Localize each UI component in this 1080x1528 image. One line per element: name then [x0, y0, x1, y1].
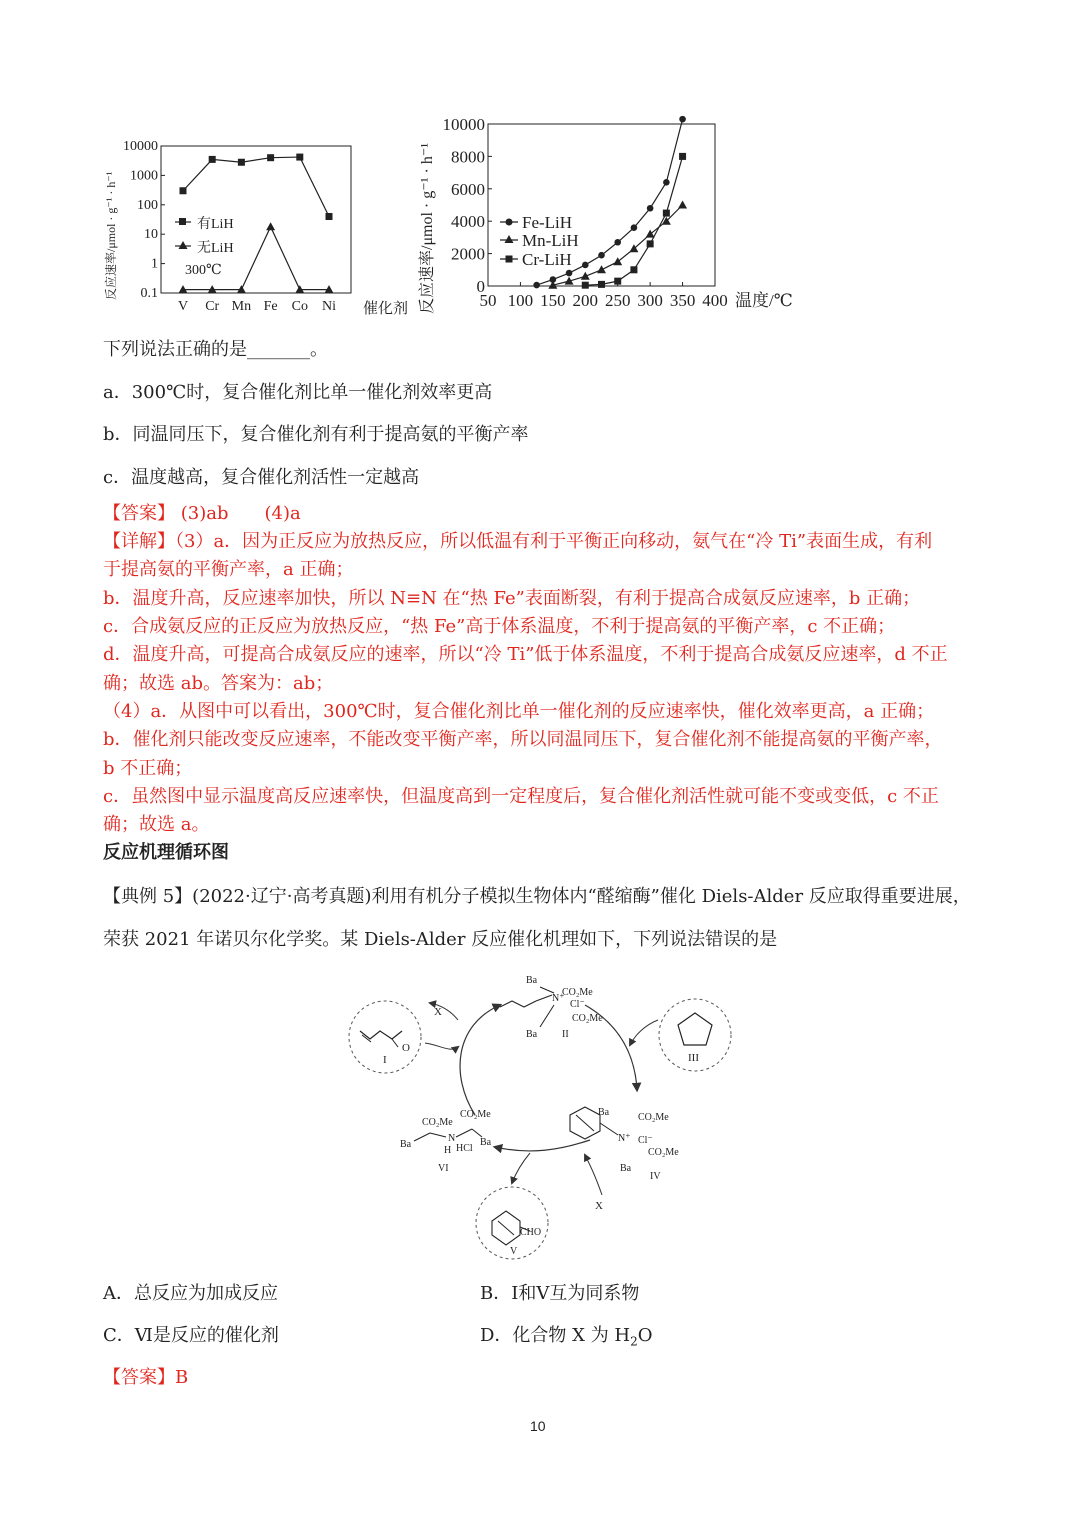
detail-line-2: 于提高氨的平衡产率，a 正确；: [103, 559, 354, 580]
choice-a: A．总反应为加成反应: [103, 1283, 278, 1304]
ii-ba-bottom: Ba: [526, 1029, 538, 1040]
detail-line-8: b．催化剂只能改变反应速率，不能改变平衡产率，所以同温同压下，复合催化剂不能提高氨的平衡产率，: [103, 729, 943, 750]
chart2-point: [630, 266, 637, 273]
vi-hcl: HCl: [456, 1143, 473, 1154]
iv-co2me-top: CO₂Me: [638, 1112, 669, 1123]
chart2-xtick-label: 100: [507, 291, 534, 310]
chart2-point: [647, 240, 654, 247]
chart2-point: [581, 272, 590, 280]
chart2-point: [646, 230, 655, 238]
chart2-point: [598, 252, 605, 259]
choice-d: [480, 1322, 653, 1356]
reaction-mechanism-diagram: [340, 965, 740, 1265]
chart2-xtick-label: 50: [479, 291, 497, 310]
legend-mn-lih: Mn-LiH: [522, 231, 579, 250]
legend-without-lih: 无LiH: [197, 241, 234, 256]
final-answer: [103, 1364, 188, 1392]
vi-ba-left: Ba: [400, 1139, 412, 1150]
ii-ba-top: Ba: [526, 975, 538, 986]
chart1-xtick-label: V: [177, 299, 189, 314]
compound-iv-label: IV: [650, 1171, 661, 1182]
legend-with-lih: 有LiH: [197, 217, 234, 232]
legend-cr-lih: Cr-LiH: [522, 250, 572, 269]
ii-co2me-top: CO₂Me: [562, 987, 593, 998]
chart-temperature-rate: [410, 114, 805, 314]
vi-n: N: [448, 1133, 456, 1144]
iv-n-plus: N⁺: [618, 1133, 631, 1144]
chart2-point: [663, 179, 670, 186]
chart2-point: [663, 210, 670, 217]
arrow-i-in: [425, 1043, 458, 1049]
chart2-point: [613, 257, 622, 265]
detail-line-9: b 不正确；: [103, 758, 193, 779]
vi-ba-right: Ba: [480, 1137, 492, 1148]
compound-i-label: I: [383, 1054, 387, 1066]
chart1-ytick-label: 1000: [130, 168, 158, 184]
section-title: 反应机理循环图: [103, 842, 229, 863]
chart1-annotation: 300℃: [185, 263, 222, 278]
chart2-ytick-label: 0: [476, 277, 485, 296]
chart1-xtick-label: Fe: [263, 299, 278, 314]
final-answer-value: B: [175, 1367, 189, 1388]
chart2-xtick-label: 300: [637, 291, 663, 310]
chart2-legend: [500, 213, 579, 269]
compound-iii-structure: [678, 1013, 712, 1045]
compound-iii-label: III: [688, 1052, 699, 1064]
ii-n-plus: N⁺: [552, 993, 565, 1004]
answer-line: [103, 500, 301, 528]
chart1-series-line-1: [183, 227, 329, 290]
choice-d-pre: D．化合物 X 为 H: [480, 1325, 631, 1346]
arrow-v-out: [512, 1153, 530, 1183]
detail-line-4: c．合成氨反应的正反应为放热反应，“热 Fe”高于体系温度，不利于提高氨的平衡产率，c 不正确；: [103, 616, 896, 637]
chart2-point: [631, 224, 638, 231]
chart1-ytick-label: 100: [137, 197, 158, 213]
vi-co2me-left: CO₂Me: [422, 1117, 453, 1128]
chart2-point: [679, 153, 686, 160]
iv-ba-top: Ba: [598, 1107, 610, 1118]
arrow-iii-in: [630, 1020, 658, 1045]
choice-d-sub: 2: [630, 1334, 638, 1349]
chart1-xtick-label: Ni: [322, 299, 336, 314]
example-line-1: 【典例 5】(2022·辽宁·高考真题)利用有机分子模拟生物体内“醛缩酶”催化 Diels-Alder 反应取得重要进展，: [103, 886, 971, 907]
chart1-point: [266, 222, 275, 230]
option-b: b．同温同压下，复合催化剂有利于提高氨的平衡产率: [103, 424, 529, 445]
chart1-xtick-label: Cr: [205, 299, 220, 314]
chart2-point: [679, 116, 686, 123]
chart2-point: [533, 282, 540, 289]
chart2-point: [597, 265, 606, 273]
cycle-arc-left: [460, 1005, 500, 1115]
question-stem: 下列说法正确的是_______。: [103, 339, 328, 360]
chart2-point: [678, 201, 687, 209]
iv-ba-bottom: Ba: [620, 1163, 632, 1174]
ii-co2me-bottom: CO₂Me: [572, 1013, 603, 1024]
detail-line-1: 【详解】（3）a．因为正反应为放热反应，所以低温有利于平衡正向移动，氨气在“冷 Ti”表面生成，有利: [103, 531, 933, 552]
page-number: 10: [530, 1418, 546, 1434]
chart1-ytick-label: 10000: [123, 139, 158, 154]
compound-iv: [570, 1107, 679, 1182]
chart-catalyst-rate: [95, 128, 425, 323]
vi-co2me-right: CO₂Me: [460, 1109, 491, 1120]
chart2-point: [566, 270, 573, 277]
chart1-ytick-label: 10: [144, 227, 158, 243]
chart2-point: [598, 281, 605, 288]
chart1-point: [180, 187, 187, 194]
final-answer-label: 【答案】: [103, 1367, 175, 1388]
choice-d-post: O: [637, 1325, 653, 1346]
answer-value: (3)ab (4)a: [180, 503, 301, 524]
choice-c: C．Ⅵ是反应的催化剂: [103, 1325, 279, 1346]
chart1-series-line-0: [183, 157, 329, 216]
chart2-ytick-label: 10000: [442, 115, 485, 134]
compound-vi-label: VI: [438, 1163, 449, 1174]
chart2-point: [582, 262, 589, 269]
chart1-ytick-label: 1: [151, 256, 158, 272]
chart2-xtick-label: 350: [669, 291, 696, 310]
chart1-point: [296, 154, 303, 161]
ii-cl: Cl⁻: [570, 999, 585, 1010]
chart1-point: [238, 159, 245, 166]
chart2-xlabel: 温度/℃: [735, 291, 793, 310]
detail-line-6: 确；故选 ab。答案为：ab；: [103, 673, 334, 694]
chart2-xtick-label: 400: [702, 291, 728, 310]
chart1-legend: [175, 216, 234, 278]
option-c: c．温度越高，复合催化剂活性一定越高: [103, 467, 420, 488]
answer-label: 【答案】: [103, 503, 175, 524]
chart2-point: [647, 205, 654, 212]
detail-line-10: c．虽然图中显示温度高反应速率快，但温度高到一定程度后，复合催化剂活性就可能不变或变低，c 不正: [103, 786, 939, 807]
cycle-arc-bottom: [495, 1140, 590, 1151]
legend-fe-lih: Fe-LiH: [522, 213, 573, 232]
detail-line-5: d．温度升高，可提高合成氨反应的速率，所以“冷 Ti”低于体系温度，不利于提高合成氨反应速率，d 不正: [103, 644, 948, 665]
example-line-2: 荣获 2021 年诺贝尔化学奖。某 Diels-Alder 反应催化机理如下，下列说法错误的是: [103, 929, 778, 950]
detail-line-3: b．温度升高，反应速率加快，所以 N≡N 在“热 Fe”表面断裂，有利于提高合成氨反应速率，b 正确；: [103, 588, 921, 609]
chart1-point: [209, 156, 216, 163]
arrow-x-in: [585, 1155, 602, 1195]
iv-cl: Cl⁻: [638, 1135, 653, 1146]
chart2-xtick-label: 250: [604, 291, 631, 310]
chart2-point: [614, 278, 621, 285]
choice-b: B．Ⅰ和Ⅴ互为同系物: [480, 1283, 640, 1304]
chart2-ytick-label: 6000: [451, 179, 485, 199]
compound-ii-label: II: [562, 1029, 569, 1040]
iv-co2me-bottom: CO₂Me: [648, 1147, 679, 1158]
option-a: a．300℃时，复合催化剂比单一催化剂效率更高: [103, 382, 493, 403]
chart1-point: [326, 213, 333, 220]
chart1-ytick-label: 0.1: [140, 286, 158, 301]
chart1-xtick-label: Co: [291, 299, 308, 314]
chart2-ytick-label: 8000: [451, 147, 485, 167]
compound-v-cho: CHO: [520, 1227, 542, 1238]
x-label-top: X: [434, 1006, 442, 1018]
chart2-xtick-label: 150: [540, 291, 566, 310]
chart2-point: [582, 282, 589, 289]
x-label-bottom: X: [595, 1200, 603, 1212]
chart1-point: [267, 154, 274, 161]
chart2-ytick-label: 2000: [451, 244, 485, 264]
chart2-point: [614, 239, 621, 246]
chart2-ylabel: 反应速率/μmol · g⁻¹ · h⁻¹: [419, 142, 436, 314]
detail-line-7: （4）a．从图中可以看出，300℃时，复合催化剂比单一催化剂的反应速率快，催化效率更高，a 正确；: [103, 701, 935, 722]
compound-i-oxygen: O: [402, 1042, 410, 1054]
vi-h: H: [444, 1145, 452, 1156]
chart1-ylabel: 反应速率/μmol · g⁻¹ · h⁻¹: [104, 171, 118, 300]
chart2-xtick-label: 200: [572, 291, 599, 310]
chart1-xlabel: 催化剂: [363, 301, 409, 317]
chart1-xtick-label: Mn: [231, 299, 252, 314]
compound-v-label: V: [510, 1246, 518, 1257]
compound-ii: [500, 975, 603, 1040]
compound-vi: [400, 1109, 492, 1174]
detail-line-11: 确；故选 a。: [103, 814, 210, 835]
chart2-ytick-label: 4000: [451, 212, 485, 232]
